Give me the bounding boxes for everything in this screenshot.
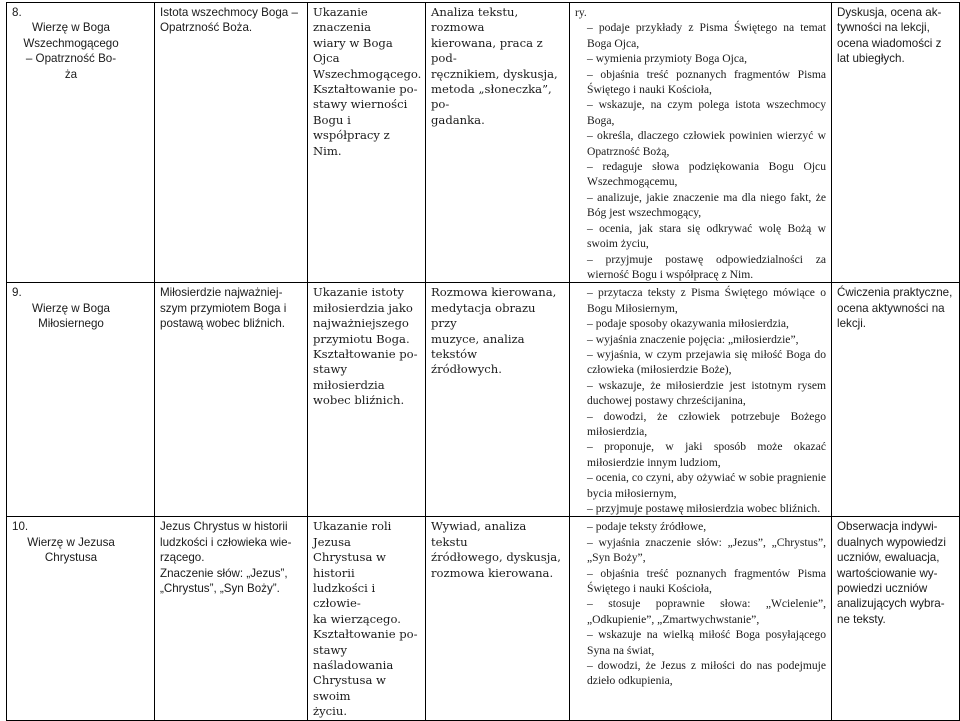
goals-line: miłosierdzia jako	[313, 300, 413, 315]
evaluation-line: dualnych wypowiedzi	[837, 535, 946, 549]
methods-line: kierowana, praca z pod-	[431, 35, 543, 66]
methods-line: rozmowa kierowana.	[431, 565, 554, 580]
goals-line: wiary w Boga Ojca	[313, 35, 393, 66]
goals-line: Nim.	[313, 143, 342, 158]
lesson-plan-table	[6, 2, 960, 721]
evaluation-line: lekcji.	[837, 317, 866, 331]
title-line: – Opatrzność Bo-	[25, 52, 117, 66]
methods-line: Rozmowa kierowana,	[431, 285, 557, 300]
content-line: Istota wszechmocy Boga –	[160, 6, 298, 19]
goals-cell	[308, 3, 426, 283]
goals-line: przymiotu Boga.	[313, 331, 410, 346]
goals-line: Chrystusa w historii	[313, 550, 386, 580]
title-line: Wszechmogącego	[23, 36, 119, 50]
requirement-item: – proponuje, w jaki sposób może okazać miłosierdzie innym ludziom,	[587, 440, 826, 469]
topic-cell	[7, 517, 155, 720]
requirements-continuation: ry.	[575, 6, 587, 19]
goals-line: najważniejszego	[313, 316, 409, 331]
requirement-item: – podaje sposoby okazywania miłosierdzia,	[587, 317, 789, 331]
methods-line: źródłowych.	[431, 362, 502, 377]
requirement-item: – określa, dlaczego człowiek powinien wierzyć w Opatrzność Bożą,	[587, 129, 826, 158]
table-row	[7, 517, 960, 720]
evaluation-cell	[832, 283, 960, 517]
content-line: Opatrzność Boża.	[160, 21, 253, 35]
content-line: Jezus Chrystus w historii	[160, 520, 288, 534]
lesson-number: 8.	[12, 6, 22, 19]
requirement-item: – analizuje, jakie znaczenie ma dla niego fakt, że Bóg jest wszechmogący,	[587, 190, 826, 220]
methods-cell	[426, 283, 570, 517]
goals-line: stawy miłosierdzia	[313, 362, 385, 392]
requirement-item: – redaguje słowa podziękowania Bogu Ojcu Wszechmogącemu,	[587, 160, 826, 189]
evaluation-line: powiedzi uczniów	[837, 582, 928, 596]
goals-line: Chrystusa w swoim	[313, 673, 386, 703]
content-line: Miłosierdzie najważniej-	[160, 286, 283, 300]
content-line: ludzkości i człowieka wie-	[160, 535, 292, 549]
goals-cell	[308, 283, 426, 517]
evaluation-line: ne teksty.	[837, 612, 886, 626]
requirement-item: – wyjaśnia, w czym przejawia się miłość Boga do człowieka (miłosierdzie Boże),	[587, 347, 826, 377]
goals-line: Wszechmogącego.	[313, 66, 422, 81]
methods-line: Wywiad, analiza tekstu	[431, 519, 527, 549]
requirements-cell	[570, 3, 832, 283]
goals-line: Ukazanie roli Jezusa	[313, 519, 392, 549]
requirements-cell	[570, 283, 832, 517]
content-cell	[155, 283, 308, 517]
evaluation-line: ocena wiadomości z	[837, 36, 942, 50]
requirement-item: – wskazuje, na czym polega istota wszechmocy Boga,	[587, 98, 826, 127]
requirement-item: – objaśnia treść poznanych fragmentów Pisma Świętego i nauki Kościoła,	[587, 67, 826, 97]
methods-cell	[426, 517, 570, 720]
lesson-number: 10.	[12, 520, 29, 534]
goals-line: stawy naśladowania	[313, 642, 394, 673]
topic-cell	[7, 283, 155, 517]
title-line: ża	[64, 67, 78, 81]
requirement-item: – wymienia przymioty Boga Ojca,	[587, 52, 748, 66]
content-line: „Chrystus”, „Syn Boży”.	[160, 582, 280, 596]
requirement-item: – ocenia, jak stara się odkrywać wolę Bożą w swoim życiu,	[587, 221, 826, 251]
content-line: postawą wobec bliźnich.	[160, 317, 286, 331]
methods-line: medytacja obrazu przy	[431, 300, 536, 331]
methods-line: metoda „słoneczka”, po-	[431, 82, 552, 112]
table-row	[7, 3, 960, 283]
lesson-title	[12, 20, 130, 82]
goals-line: ka wierzącego.	[313, 611, 401, 626]
content-cell	[155, 517, 308, 720]
requirement-item: – dowodzi, że człowiek potrzebuje Bożego miłosierdzia,	[587, 409, 826, 438]
requirement-item: – wyjaśnia znaczenie pojęcia: „miłosierdzie”,	[587, 332, 799, 346]
evaluation-line: tywności na lekcji,	[837, 21, 930, 35]
requirement-item: – wyjaśnia znaczenie słów: „Jezus”, „Chrystus”, „Syn Boży”,	[587, 535, 826, 565]
requirements-cell	[570, 517, 832, 720]
content-line: rzącego.	[160, 551, 205, 565]
requirement-item: – podaje przykłady z Pisma Świętego na temat Boga Ojca,	[587, 21, 826, 50]
goals-line: stawy wierności	[313, 97, 408, 112]
title-line: Chrystusa	[44, 551, 98, 565]
content-cell	[155, 3, 308, 283]
methods-line: źródłowego, dyskusja,	[431, 550, 561, 565]
goals-line: Kształtowanie po-	[313, 82, 418, 97]
evaluation-line: Dyskusja, ocena ak-	[837, 6, 942, 19]
title-line: Wierzę w Jezusa	[27, 535, 115, 549]
table-row	[7, 283, 960, 517]
goals-line: Bogu i współpracy z	[313, 112, 390, 143]
evaluation-line: Ćwiczenia praktyczne,	[837, 286, 953, 300]
goals-line: wobec bliźnich.	[313, 393, 405, 408]
evaluation-line: ocena aktywności na	[837, 301, 945, 315]
requirement-item: – przyjmuje postawę miłosierdzia wobec bliźnich.	[587, 502, 821, 515]
requirement-item: – dowodzi, że Jezus z miłości do nas podejmuje dzieło odkupienia,	[587, 659, 826, 688]
requirement-item: – podaje teksty źródłowe,	[587, 520, 707, 534]
requirement-item: – objaśnia treść poznanych fragmentów Pisma Świętego i nauki Kościoła,	[587, 566, 826, 596]
title-line: Wierzę w Boga	[32, 21, 110, 35]
evaluation-line: Obserwacja indywi-	[837, 520, 938, 534]
evaluation-line: analizujących wybra-	[837, 597, 945, 611]
lesson-title	[12, 301, 130, 332]
requirement-item: – przyjmuje postawę odpowiedzialności za wierność Bogu i współpracę z Nim.	[587, 252, 826, 281]
goals-line: Ukazanie istoty	[313, 285, 404, 300]
evaluation-line: lat ubiegłych.	[837, 52, 905, 66]
evaluation-cell	[832, 3, 960, 283]
requirement-item: – stosuje poprawnie słowa: „Wcielenie”, „Odkupienie”, „Zmartwychwstanie”,	[587, 597, 826, 626]
title-line: Miłosiernego	[38, 317, 104, 331]
methods-line: Analiza tekstu, rozmowa	[431, 5, 519, 35]
evaluation-line: wartościowanie wy-	[837, 566, 938, 580]
goals-cell	[308, 517, 426, 720]
evaluation-line: uczniów, ewaluacja,	[837, 551, 940, 565]
methods-line: ręcznikiem, dyskusja,	[431, 66, 558, 81]
goals-line: Kształtowanie po-	[313, 627, 418, 642]
goals-line: Kształtowanie po-	[313, 346, 418, 361]
requirement-item: – wskazuje na wielką miłość Boga posyłającego Syna na świat,	[587, 628, 826, 657]
topic-cell	[7, 3, 155, 283]
goals-line: Ukazanie znaczenia	[313, 5, 372, 35]
title-line: Wierzę w Boga	[32, 301, 110, 315]
requirement-item: – ocenia, co czyni, aby ożywiać w sobie pragnienie bycia miłosiernym,	[587, 471, 826, 500]
evaluation-cell	[832, 517, 960, 720]
lesson-number: 9.	[12, 286, 22, 300]
content-line: Znaczenie słów: „Jezus”,	[160, 566, 288, 580]
methods-line: gadanka.	[431, 112, 485, 127]
requirement-item: – wskazuje, że miłosierdzie jest istotnym rysem duchowej postawy chrześcijanina,	[587, 378, 826, 408]
methods-cell	[426, 3, 570, 283]
goals-line: życiu.	[313, 704, 348, 719]
content-line: szym przymiotem Boga i	[160, 301, 287, 315]
lesson-title	[12, 535, 130, 566]
requirement-item: – przytacza teksty z Pisma Świętego mówiące o Bogu Miłosiernym,	[587, 286, 826, 315]
methods-line: muzyce, analiza tekstów	[431, 331, 525, 361]
goals-line: ludzkości i człowie-	[313, 581, 376, 611]
